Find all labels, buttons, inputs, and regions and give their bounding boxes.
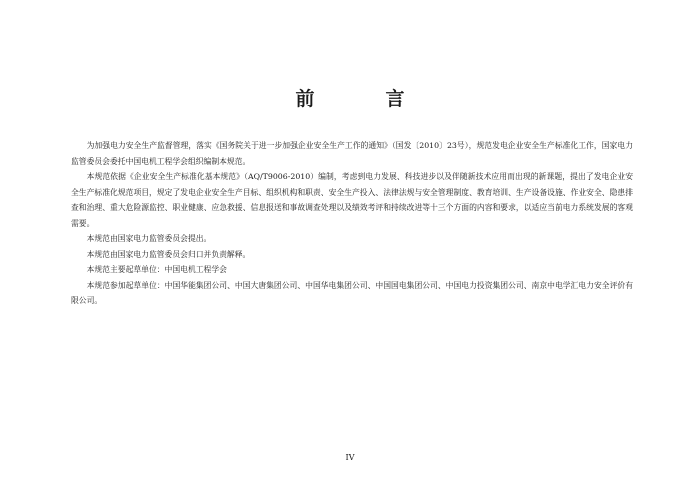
paragraph-participating-drafters: 本规范参加起草单位：中国华能集团公司、中国大唐集团公司、中国华电集团公司、中国国电集团公司、中国电力投资集团公司、南京中电学汇电力安全评价有限公司。 bbox=[71, 280, 633, 305]
page-number: IV bbox=[345, 453, 355, 462]
paragraph-proposer: 本规范由国家电力监管委员会提出。 bbox=[86, 234, 212, 243]
paragraph-main-drafter: 本规范主要起草单位：中国电机工程学会 bbox=[86, 265, 227, 274]
page-title: 前 言 bbox=[295, 88, 431, 110]
paragraph-basis: 本规范依据《企业安全生产标准化基本规范》（AQ/T9006-2010）编制，考虑到电力发展、科技进步以及伴随新技术应用而出现的新课题，提出了发电企业安全生产标准化规范项目，规定了发电企业安全生产目标、组织机构和职责、安全生产投入、法律法规与安全管理制度、教育培训、生产设备设施、作业安全、隐患排查和治理、重大危险源监控、职业健康、应急救援、信息报送和事故调查处理以及绩效考评和持续改进等十三个方面的内容和要求，以适应当前电力系统发展的客观需要。 bbox=[71, 172, 633, 228]
paragraph-purpose: 为加强电力安全生产监督管理，落实《国务院关于进一步加强企业安全生产工作的通知》（国发〔2010〕23号），规范发电企业安全生产标准化工作，国家电力监管委员会委托中国电机工程学会组织编制本规范。 bbox=[71, 141, 633, 166]
paragraph-interpretation: 本规范由国家电力监管委员会归口并负责解释。 bbox=[86, 249, 251, 259]
preface-body bbox=[71, 138, 633, 309]
